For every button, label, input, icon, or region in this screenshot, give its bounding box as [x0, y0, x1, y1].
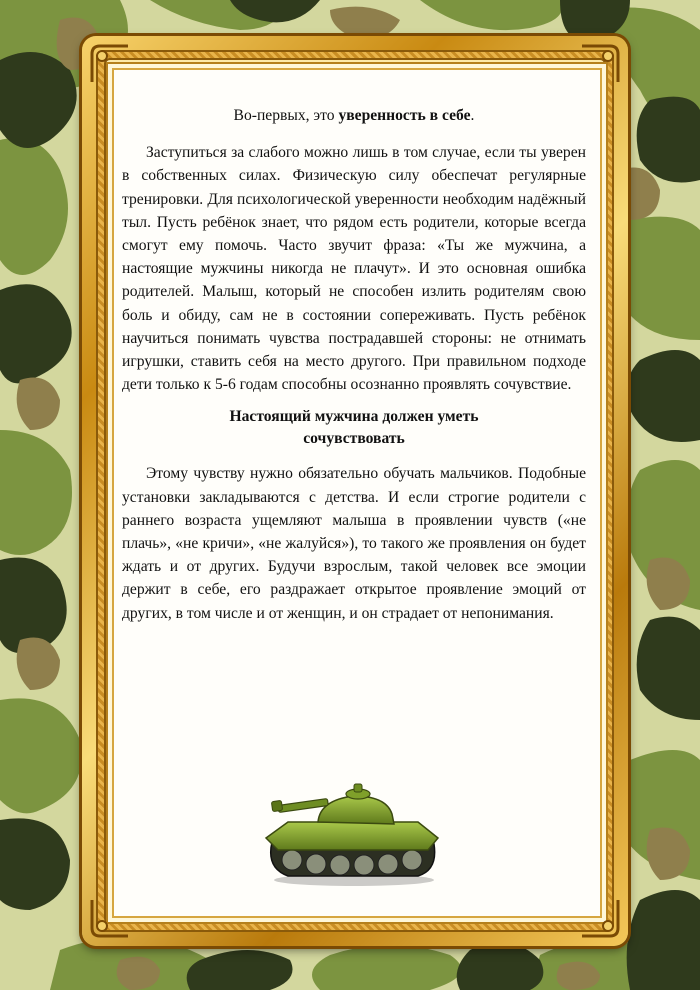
article-body: [122, 104, 586, 625]
subheading-line-1: Настоящий мужчина должен уметь: [229, 408, 479, 426]
subheading: [122, 406, 586, 450]
corner-ornament-icon: [88, 896, 132, 940]
paragraph-2: Этому чувству нужно обязательно обучать мальчиков. Подобные установки закладываются с детства. И если строгие родители с раннего возраста ущемляют малыша в проявлении чувств («не плачь», «не кричи», «не жалуйся»), то такого же проявления он будет ждать и от других. Будучи взрослым, такой человек все эмоции держит в себе, его раздражает открытое проявление эмоций от других, в том числе и от женщин, и он страдает от непонимания.: [122, 465, 586, 622]
paragraph-1: Заступиться за слабого можно лишь в том случае, если ты уверен в собственных силах. Физическую силу обеспечат регулярные тренировки. Для психологической уверенности необходим надёжный тыл. Пусть ребёнок знает, что рядом есть родители, которые всегда смогут ему помочь. Часто звучит фраза: «Ты же мужчина, а настоящие мужчины никогда не плачут». И это основная ошибка родителей. Малыш, который не способен излить родителям свою боль и обиду, сам не в состоянии сопереживать. Пусть ребёнок научиться понимать чувства пострадавшей стороны: не отнимать игрушки, ставить себя на место другого. При правильном подходе дети только к 5-6 годам способны осознанно проявлять сочувствие.: [122, 144, 586, 394]
corner-ornament-icon: [88, 42, 132, 86]
subheading-line-2: сочувствовать: [303, 430, 405, 448]
intro-suffix: .: [470, 107, 475, 124]
corner-ornament-icon: [578, 896, 622, 940]
intro-emphasis: уверенность в себе: [338, 107, 471, 124]
intro-prefix: Во-первых, это: [233, 107, 339, 124]
tank-icon: [258, 772, 442, 888]
corner-ornament-icon: [578, 42, 622, 86]
intro-line: [122, 104, 586, 127]
